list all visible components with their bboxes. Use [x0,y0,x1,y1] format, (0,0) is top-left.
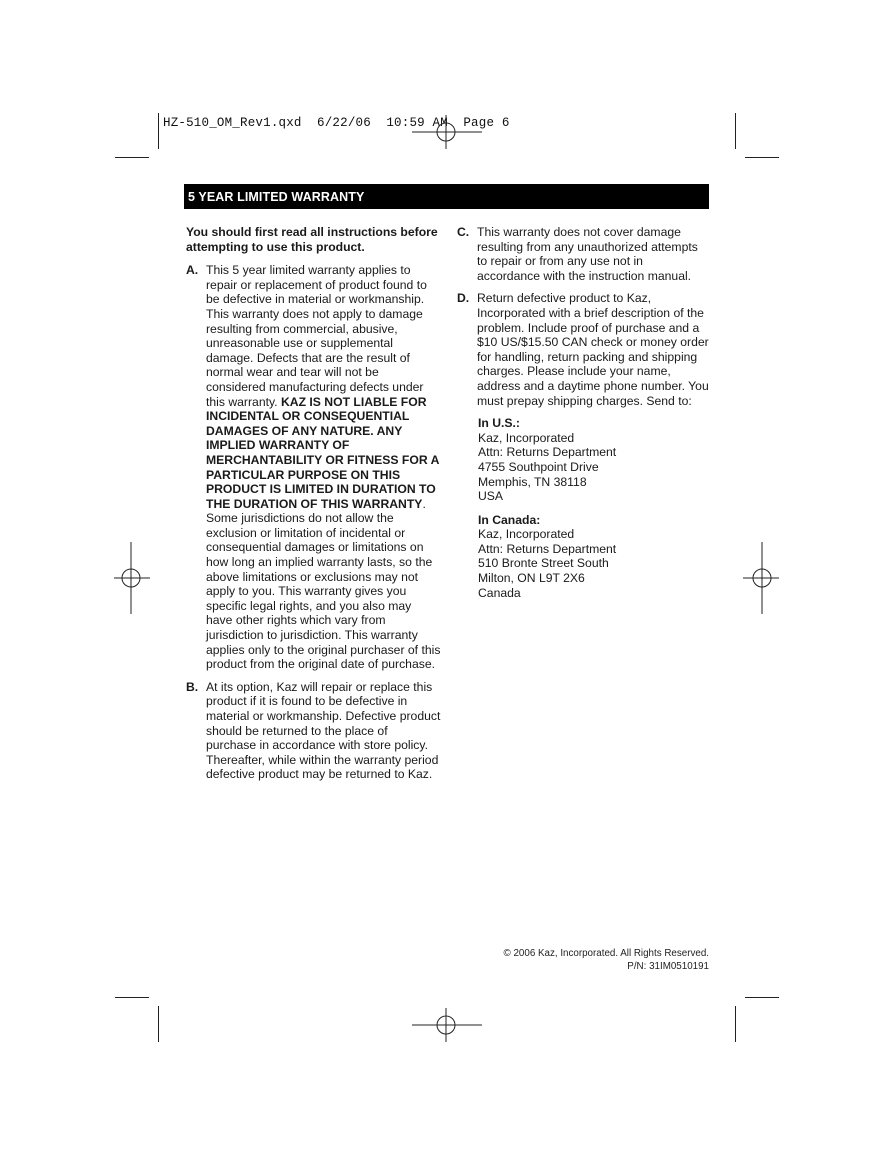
item-text: This warranty does not cover damage resulting from any unauthorized attempts to repair or from any use not in accordance with the instruction manual. [477,225,698,283]
item-body [477,225,709,283]
address-line: USA [478,489,504,504]
crop-mark [745,157,779,158]
item-label: B. [186,679,199,694]
intro-text: You should first read all instructions before attempting to use this product. [186,225,438,254]
address-line: Kaz, Incorporated [478,527,575,542]
part-number: P/N: 31IM0510191 [627,960,709,972]
item-text: At its option, Kaz will repair or replace this product if it is found to be defective in material or workmanship. Defective product should be returned to the place of purchase in accordance with store policy. Thereafter, while within the warranty period defective product may be returned to Kaz. [206,679,441,782]
address-canada [478,513,709,601]
crop-mark [745,997,779,998]
item-text [206,263,441,672]
left-column [186,225,441,790]
registration-mark-icon [412,1006,482,1042]
registration-mark-icon [412,115,482,151]
crop-mark [735,113,736,149]
warranty-title-banner: 5 YEAR LIMITED WARRANTY [184,184,709,209]
page-footer [504,948,709,973]
address-line: 4755 Southpoint Drive [478,459,599,474]
item-label: D. [457,291,470,306]
address-heading: In Canada: [478,512,541,527]
slug-line: HZ-510_OM_Rev1.qxd 6/22/06 10:59 AM Page 6 [163,116,510,130]
item-text-part: . Some jurisdictions do not allow the exclusion or limitation of incidental or consequential damages or limitations on how long an implied warranty lasts, so the above limitations or exclusions may not apply to you. This warranty gives you specific legal rights, and you also may have other rights which vary from jurisdiction to jurisdiction. This warranty applies only to the original purchaser of this product from the original date of purchase. [206,496,441,672]
warranty-item-a [186,263,441,672]
warranty-item-b [186,680,441,782]
crop-mark [158,1006,159,1042]
registration-mark-icon [743,542,779,614]
warranty-item-d [457,291,709,408]
item-body [206,680,441,782]
item-body [206,263,441,672]
registration-mark-icon [114,542,150,614]
item-text: Return defective product to Kaz, Incorporated with a brief description of the problem. Include proof of purchase and a $10 US/$15.50 CAN check or money order for handling, return packing and shipping charges. Please include your name, address and a daytime phone number. You must prepay shipping charges. Send to: [477,291,709,408]
item-label: A. [186,263,199,278]
address-line: Attn: Returns Department [478,541,617,556]
crop-mark [115,157,149,158]
item-text-part: This 5 year limited warranty applies to repair or replacement of product found to be defective in material or workmanship. This warranty does not apply to damage resulting from commercial, abusive, unreasonable use or supplemental damage. Defects that are the result of normal wear and tear will not be considered manufacturing defects under this warranty. [206,263,427,409]
crop-mark [735,1006,736,1042]
item-body [477,291,709,408]
address-line: Canada [478,585,521,600]
address-line: Milton, ON L9T 2X6 [478,571,585,586]
item-label: C. [457,225,470,239]
crop-mark [115,997,149,998]
liability-disclaimer: KAZ IS NOT LIABLE FOR INCIDENTAL OR CONSEQUENTIAL DAMAGES OF ANY NATURE. ANY IMPLIED WARRANTY OF MERCHANTABILITY OR FITNESS FOR A PARTICULAR PURPOSE ON THIS PRODUCT IS LIMITED IN DURATION TO THE DURATION OF THIS WARRANTY [206,394,439,511]
address-line: Kaz, Incorporated [478,430,575,445]
address-line: Memphis, TN 38118 [478,474,587,489]
address-heading: In U.S.: [478,416,520,431]
address-us [478,416,709,504]
warranty-item-c [457,225,709,283]
address-line: Attn: Returns Department [478,445,617,460]
crop-mark [158,113,159,149]
right-column [457,225,709,609]
copyright-notice: © 2006 Kaz, Incorporated. All Rights Reserved. [503,948,709,959]
address-line: 510 Bronte Street South [478,556,609,571]
